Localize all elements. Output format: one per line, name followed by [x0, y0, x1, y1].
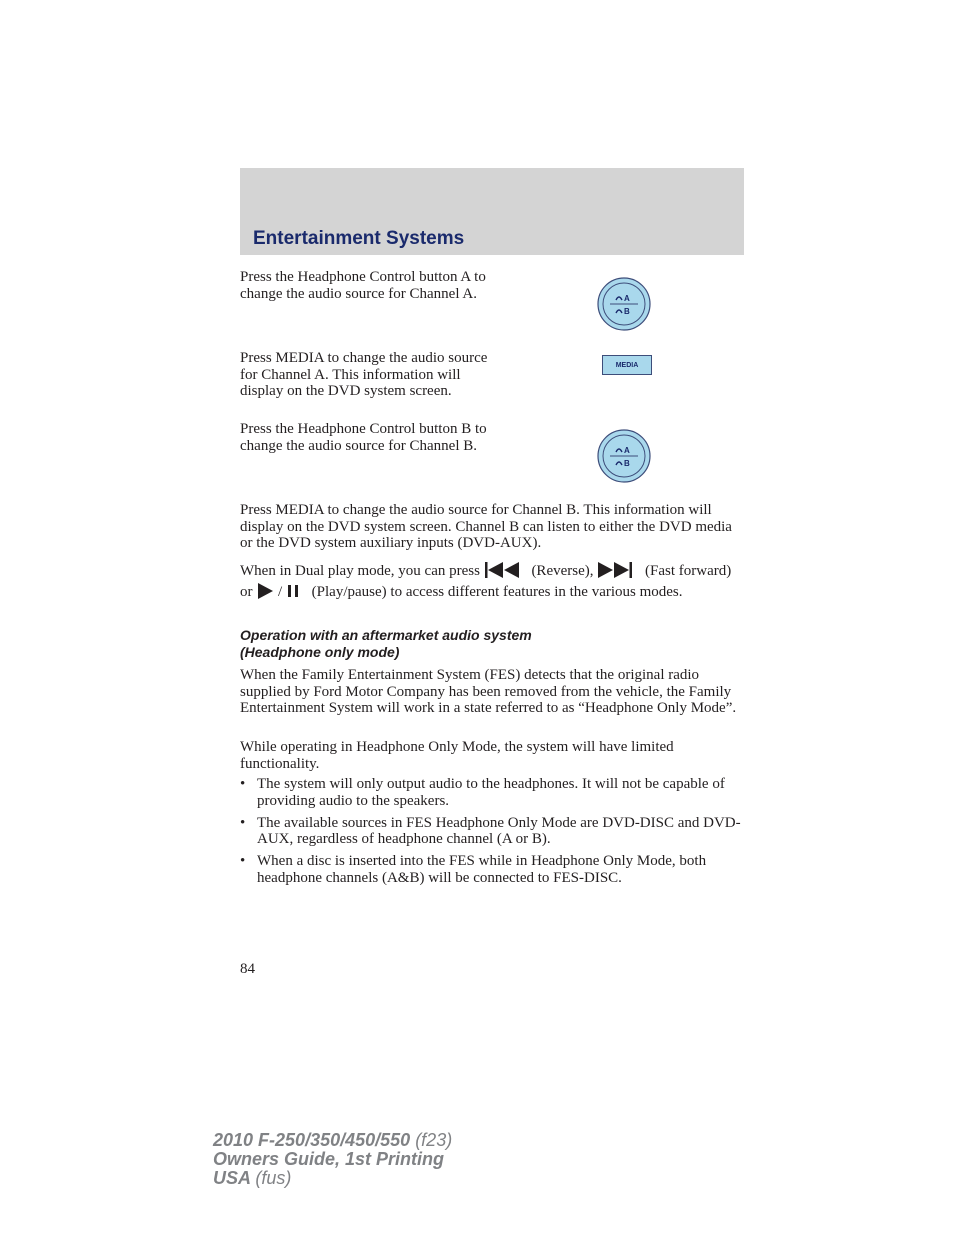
list-item-text: The system will only output audio to the headphones. It will not be capable of providing audio to the speakers. [257, 776, 725, 809]
footer-model: 2010 F-250/350/450/550 [213, 1130, 411, 1150]
limited-functionality-paragraph: While operating in Headphone Only Mode, the system will have limited functionality. [240, 739, 674, 772]
list-item-text: When a disc is inserted into the FES while in Headphone Only Mode, both headphone channels (A&B) will be connected to FES-DISC. [257, 853, 707, 886]
dual-play-text-1: When in Dual play mode, you can press [240, 563, 480, 579]
channel-a-label: A [624, 294, 630, 303]
footer-region-code: (fus) [255, 1168, 292, 1188]
list-item [240, 776, 745, 809]
footer [213, 1131, 452, 1188]
footer-model-code: (f23) [415, 1130, 453, 1150]
media-b-instructions: Press MEDIA to change the audio source for Channel B. This information will display on the DVD system screen. Channel B can listen to either the DVD media or the DVD system auxiliary inputs (DVD-AUX). [240, 502, 732, 551]
dual-play-text-3: (Fast forward) or [240, 563, 732, 600]
footer-guide: Owners Guide, 1st Printing [213, 1149, 445, 1169]
bullet-dot: • [240, 853, 246, 869]
subheading-line-1: Operation with an aftermarket audio system [240, 627, 532, 643]
dual-play-paragraph [240, 561, 745, 603]
headphone-control-button-icon [597, 277, 651, 331]
pause-icon [286, 584, 300, 598]
bullet-list [240, 776, 745, 892]
fast-forward-icon [597, 561, 633, 579]
list-item [240, 815, 745, 848]
section-title: Entertainment Systems [253, 228, 465, 249]
dual-play-text-4: / [278, 584, 283, 600]
play-icon [256, 582, 274, 600]
bullet-dot: • [240, 814, 246, 831]
dual-play-text-2: (Reverse), [531, 563, 594, 579]
headphone-a-instructions: Press the Headphone Control button A to change the audio source for Channel A. [240, 269, 486, 302]
page-number: 84 [240, 961, 255, 977]
media-button-icon: MEDIA [602, 355, 652, 375]
headphone-control-button-icon [597, 429, 651, 483]
headphone-b-instructions: Press the Headphone Control button B to change the audio source for Channel B. [240, 421, 487, 454]
bullet-dot: • [240, 776, 246, 792]
subheading-line-2: (Headphone only mode) [240, 644, 400, 660]
list-item [240, 853, 745, 886]
footer-region: USA [213, 1168, 251, 1188]
subheading [240, 627, 660, 661]
list-item-text: The available sources in FES Headphone Only Mode are DVD-DISC and DVD-AUX, regardless of headphone channel (A or B). [257, 814, 741, 847]
dual-play-text-5: (Play/pause) to access different features in the various modes. [311, 584, 683, 600]
media-a-instructions: Press MEDIA to change the audio source for Channel A. This information will display on the DVD system screen. [240, 350, 488, 399]
channel-b-label: B [624, 307, 630, 316]
reverse-icon [484, 561, 520, 579]
channel-b-label: B [624, 459, 630, 468]
headphone-only-paragraph: When the Family Entertainment System (FES) detects that the original radio supplied by Ford Motor Company has been removed from the vehicle, the Family Entertainment System will work in a state referred to as “Headphone Only Mode”. [240, 667, 737, 716]
channel-a-label: A [624, 446, 630, 455]
